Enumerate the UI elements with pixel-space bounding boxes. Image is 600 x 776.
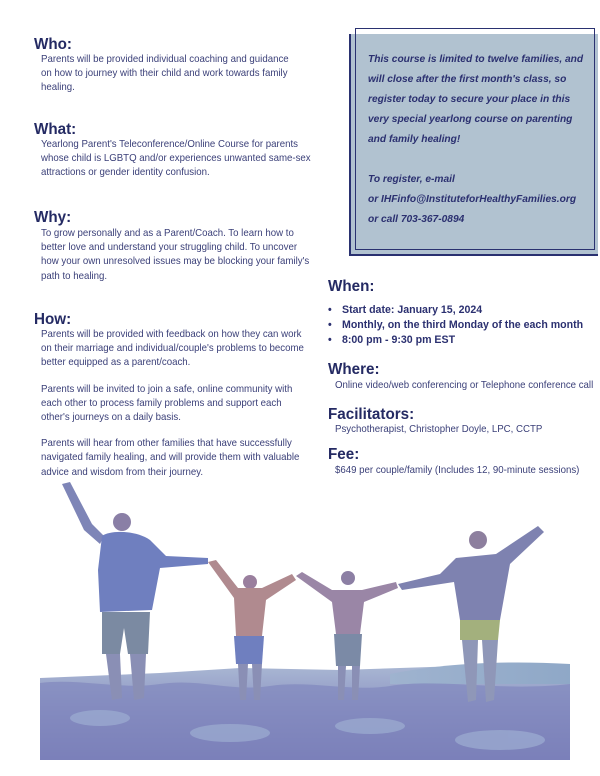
register-email-link[interactable]: or IHFinfo@InstituteforHealthyFamilies.org	[368, 194, 577, 205]
when-item: • 8:00 pm - 9:30 pm EST	[328, 333, 583, 348]
when-list	[328, 303, 583, 348]
where-text: Online video/web conferencing or Telephone conference call	[335, 380, 594, 391]
how-paragraph: Parents will hear from other families that have successfully navigated family healing, and will provide them with valuable advice and wisdom from their journey.	[41, 438, 300, 478]
fee-heading: Fee:	[328, 446, 360, 463]
how-paragraph: Parents will be invited to join a safe, online community with each other to process family problems and support each other's journeys on a daily basis.	[41, 383, 293, 424]
when-item: • Start date: January 15, 2024	[328, 303, 583, 318]
how-paragraph: Parents will be provided with feedback on how they can work on their marriage and individual/couple's problems to become better equipped as a parent/coach.	[41, 329, 304, 369]
what-heading: What:	[34, 121, 77, 138]
why-text: To grow personally and as a Parent/Coach. To learn how to better love and understand your struggling child. To uncover how your own unresolved issues may be blocking your family's path to healing.	[41, 228, 310, 282]
register-phone: or call 703-367-0894	[368, 214, 465, 225]
who-text: Parents will be provided individual coaching and guidance on how to journey with their child and work towards family healing.	[41, 54, 289, 94]
facilitators-text: Psychotherapist, Christopher Doyle, LPC, CCTP	[335, 424, 543, 435]
where-heading: Where:	[328, 361, 380, 378]
fee-text: $649 per couple/family (Includes 12, 90-minute sessions)	[335, 465, 580, 476]
how-heading: How:	[34, 311, 72, 328]
family-photo	[40, 478, 570, 760]
why-heading: Why:	[34, 209, 72, 226]
callout-text: This course is limited to twelve families, and will close after the first month's class, so register today to secure your place in this very special yearlong course on parenting and family healing! To register, e-mail or IHFinfo@InstituteforHealthyFamilies.org or call 703-367-0894	[368, 50, 596, 230]
when-item: • Monthly, on the third Monday of the each month	[328, 318, 583, 333]
facilitators-heading: Facilitators:	[328, 406, 415, 423]
when-heading: When:	[328, 278, 375, 295]
who-heading: Who:	[34, 36, 72, 53]
what-text: Yearlong Parent's Teleconference/Online Course for parents whose child is LGBTQ and/or experiences unwanted same-sex attractions or gender identity confusion.	[41, 139, 311, 179]
how-text	[41, 328, 304, 480]
family-silhouette	[62, 482, 544, 702]
